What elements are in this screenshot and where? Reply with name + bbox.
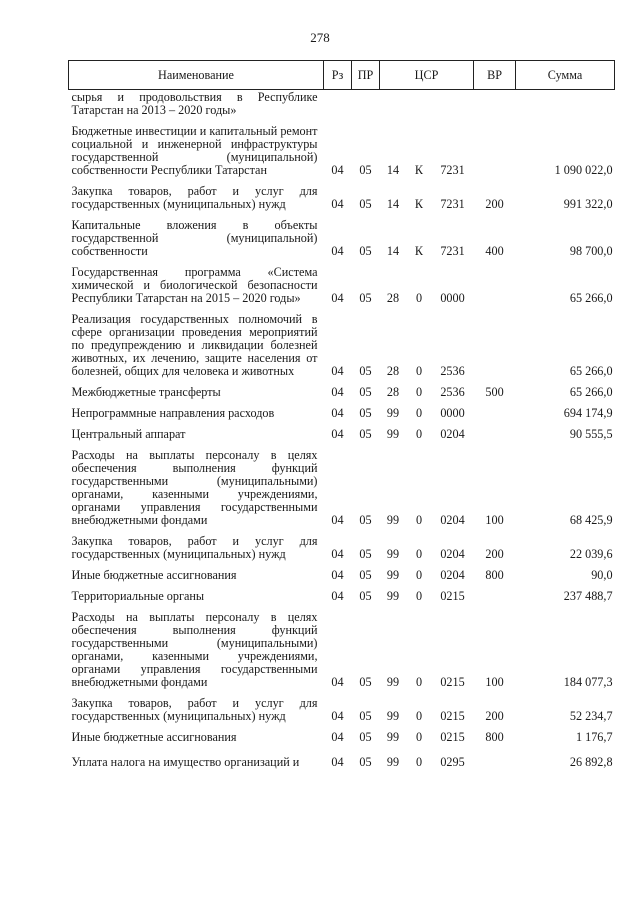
row-sum [516,90,615,121]
row-csr-sub: 0 [415,675,423,689]
row-csr-sub: К [414,163,424,177]
row-vr [474,423,516,444]
table-row [69,214,615,261]
row-pr: 05 [359,291,372,305]
row-name: Закупка товаров, работ и услуг для государственных (муниципальных) нужд [71,184,318,211]
row-rz: 04 [331,291,344,305]
row-vr [474,120,516,180]
row-name: Иные бюджетные ассигнования [71,568,237,582]
row-rz: 04 [331,568,344,582]
row-rz: 04 [331,709,344,723]
row-vr: 800 [485,730,504,744]
row-csr-code: 0204 [440,547,465,561]
row-sum: 90,0 [591,568,613,582]
row-rz: 04 [331,547,344,561]
page-number: 278 [310,30,330,45]
row-vr [474,585,516,606]
row-vr [474,747,516,772]
row-csr-program: 28 [386,385,400,399]
row-csr-code: 0000 [440,291,465,305]
row-csr-program [380,90,407,121]
row-csr-sub [407,90,432,121]
row-name: Центральный аппарат [71,427,186,441]
header-vr: ВР [474,61,516,90]
row-csr-sub: 0 [415,730,423,744]
row-csr-program: 14 [386,163,400,177]
row-vr: 500 [485,385,504,399]
row-name: Закупка товаров, работ и услуг для государственных (муниципальных) нужд [71,696,318,723]
table-row [69,444,615,530]
row-vr [474,402,516,423]
row-vr [474,308,516,381]
header-csr: ЦСР [380,61,474,90]
row-rz: 04 [331,406,344,420]
budget-table [68,60,615,772]
row-vr: 800 [485,568,504,582]
row-csr-program: 28 [386,364,400,378]
row-pr: 05 [359,755,372,769]
row-vr: 200 [485,547,504,561]
row-sum: 991 322,0 [563,197,613,211]
table-row [69,381,615,402]
row-csr-sub: К [414,244,424,258]
row-rz: 04 [331,427,344,441]
row-csr-program: 99 [386,675,400,689]
row-name: Капитальные вложения в объекты государственной (муниципальной) собственности [71,218,318,258]
table-row [69,585,615,606]
table-row [69,402,615,423]
row-csr-code: 0204 [440,427,465,441]
header-name: Наименование [69,61,324,90]
row-csr-program: 99 [386,513,400,527]
row-csr-program: 99 [386,709,400,723]
row-pr: 05 [359,568,372,582]
table-row [69,726,615,747]
row-name: Расходы на выплаты персоналу в целях обеспечения выполнения функций государственными (муниципальными) органами, казенными учреждениями, органами управления государственными внебюджетными фондами [71,448,318,527]
row-pr: 05 [359,513,372,527]
row-sum: 65 266,0 [569,364,613,378]
row-rz: 04 [331,364,344,378]
row-csr-sub: 0 [415,385,423,399]
row-sum: 98 700,0 [569,244,613,258]
row-csr-code: 0000 [440,406,465,420]
row-rz: 04 [331,385,344,399]
row-pr [352,90,380,121]
row-csr-sub: 0 [415,406,423,420]
row-rz: 04 [331,244,344,258]
row-csr-sub: 0 [415,568,423,582]
row-csr-code: 0204 [440,513,465,527]
row-rz: 04 [331,589,344,603]
row-sum: 1 176,7 [575,730,613,744]
row-vr [474,261,516,308]
row-rz: 04 [331,163,344,177]
row-csr-program: 99 [386,589,400,603]
table-row [69,308,615,381]
row-csr-code: 2536 [440,364,465,378]
row-pr: 05 [359,730,372,744]
row-csr-program: 99 [386,755,400,769]
row-name: Бюджетные инвестиции и капитальный ремонт социальной и инженерной инфраструктуры государственной (муниципальной) собственности Республики Татарстан [71,124,318,177]
row-name: Межбюджетные трансферты [71,385,221,399]
row-csr-program: 99 [386,730,400,744]
row-csr-sub: 0 [415,427,423,441]
row-name: сырья и продовольствия в Республике Татарстан на 2013 – 2020 годы» [71,90,318,117]
row-sum: 65 266,0 [569,385,613,399]
row-csr-code [432,90,474,121]
row-csr-sub: 0 [415,513,423,527]
row-rz: 04 [331,730,344,744]
header-rz: Рз [324,61,352,90]
row-pr: 05 [359,709,372,723]
row-csr-code: 0215 [440,589,465,603]
table-row [69,530,615,564]
row-csr-program: 99 [386,406,400,420]
row-rz: 04 [331,197,344,211]
row-csr-sub: 0 [415,755,423,769]
table-row [69,606,615,692]
row-sum: 68 425,9 [569,513,613,527]
table-row [69,180,615,214]
table-row [69,692,615,726]
row-csr-code: 2536 [440,385,465,399]
row-csr-code: 7231 [440,244,465,258]
row-pr: 05 [359,385,372,399]
row-csr-code: 0215 [440,709,465,723]
table-row [69,747,615,772]
row-name: Иные бюджетные ассигнования [71,730,237,744]
row-name: Территориальные органы [71,589,205,603]
row-csr-program: 99 [386,427,400,441]
row-csr-code: 0204 [440,568,465,582]
row-csr-code: 0215 [440,675,465,689]
row-csr-code: 0215 [440,730,465,744]
row-csr-sub: 0 [415,709,423,723]
table-row [69,564,615,585]
row-pr: 05 [359,427,372,441]
row-pr: 05 [359,197,372,211]
row-csr-code: 0295 [440,755,465,769]
row-sum: 237 488,7 [563,589,613,603]
row-pr: 05 [359,589,372,603]
row-sum: 26 892,8 [569,755,613,769]
row-vr: 400 [485,244,504,258]
row-pr: 05 [359,675,372,689]
row-vr: 100 [485,513,504,527]
row-name: Непрограммные направления расходов [71,406,275,420]
row-pr: 05 [359,244,372,258]
row-rz [324,90,352,121]
row-csr-code: 7231 [440,197,465,211]
row-vr: 100 [485,675,504,689]
table-row [69,90,615,121]
row-sum: 52 234,7 [569,709,613,723]
row-rz: 04 [331,675,344,689]
row-csr-program: 28 [386,291,400,305]
row-csr-program: 14 [386,244,400,258]
row-csr-code: 7231 [440,163,465,177]
row-sum: 90 555,5 [569,427,613,441]
row-csr-sub: 0 [415,291,423,305]
table-row [69,261,615,308]
row-sum: 22 039,6 [569,547,613,561]
row-csr-program: 99 [386,568,400,582]
row-sum: 184 077,3 [563,675,613,689]
header-pr: ПР [352,61,380,90]
row-name: Реализация государственных полномочий в сфере организации проведения мероприятий по предупреждению и ликвидации болезней животных, их лечению, защите населения от болезней, общих для человека и животных [71,312,318,378]
row-vr: 200 [485,197,504,211]
row-sum: 65 266,0 [569,291,613,305]
table-row [69,423,615,444]
row-pr: 05 [359,163,372,177]
table-row [69,120,615,180]
row-csr-sub: К [414,197,424,211]
row-vr: 200 [485,709,504,723]
row-rz: 04 [331,755,344,769]
row-name: Закупка товаров, работ и услуг для государственных (муниципальных) нужд [71,534,318,561]
table-body [69,90,615,773]
row-name: Государственная программа «Система химической и биологической безопасности Республики Татарстан на 2015 – 2020 годы» [71,265,318,305]
table-header [69,61,615,90]
row-csr-sub: 0 [415,589,423,603]
row-pr: 05 [359,364,372,378]
row-pr: 05 [359,547,372,561]
row-rz: 04 [331,513,344,527]
row-csr-program: 14 [386,197,400,211]
row-name: Уплата налога на имущество организаций и [71,755,300,769]
row-sum: 1 090 022,0 [554,163,613,177]
header-sum: Сумма [516,61,615,90]
row-csr-sub: 0 [415,547,423,561]
row-sum: 694 174,9 [563,406,613,420]
row-pr: 05 [359,406,372,420]
row-csr-program: 99 [386,547,400,561]
row-name: Расходы на выплаты персоналу в целях обеспечения выполнения функций государственными (муниципальными) органами, казенными учреждениями, органами управления государственными внебюджетными фондами [71,610,318,689]
row-vr [474,90,516,121]
row-csr-sub: 0 [415,364,423,378]
